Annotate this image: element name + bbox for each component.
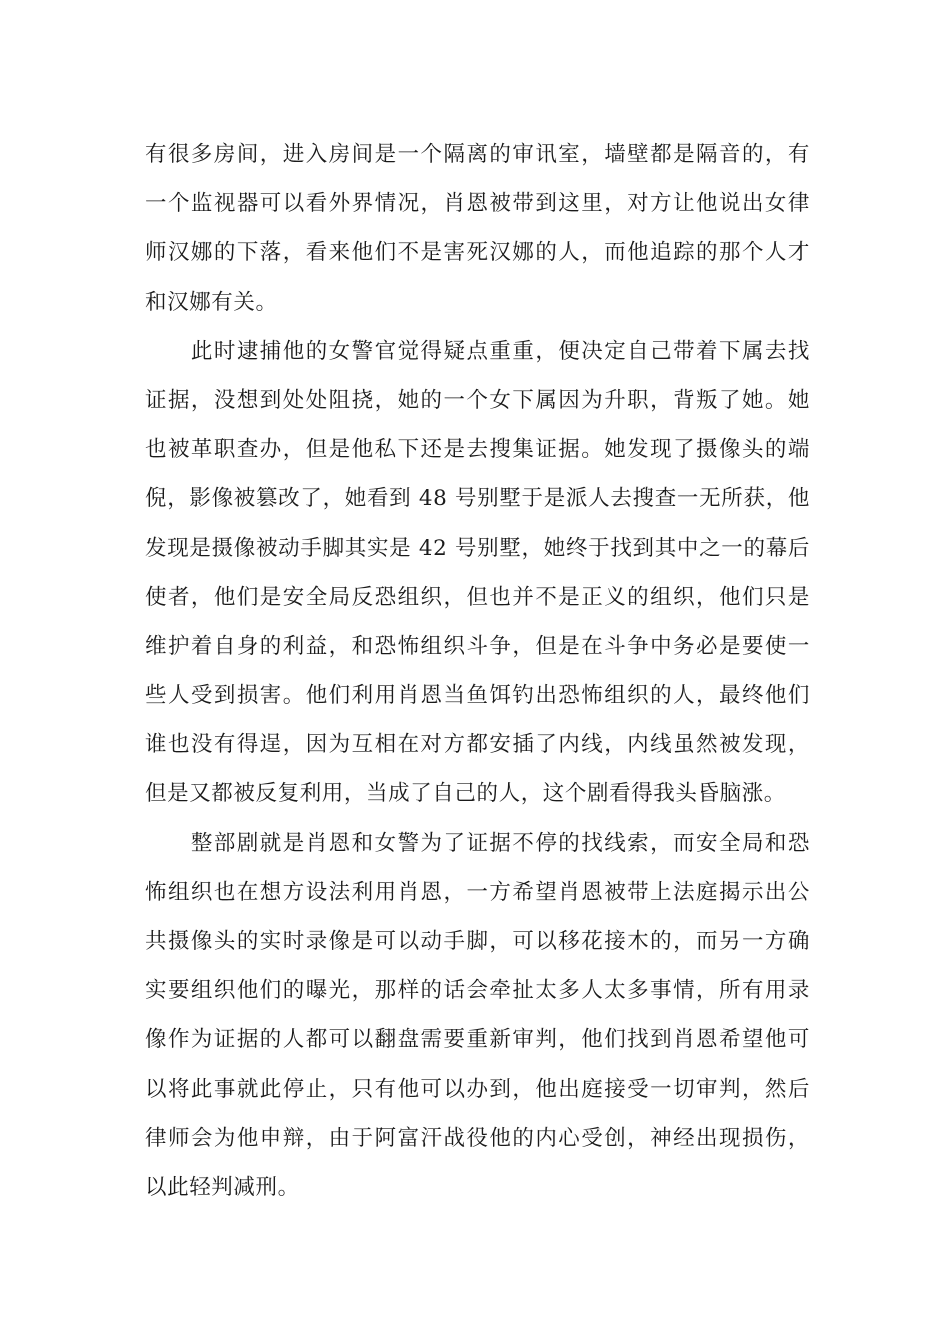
text-line: 共摄像头的实时录像是可以动手脚，可以移花接木的，而另一方确 (145, 929, 810, 954)
text-line: 但是又都被反复利用，当成了自己的人，这个剧看得我头昏脑涨。 (145, 781, 786, 807)
text-line: 整部剧就是肖恩和女警为了证据不停的找线索，而安全局和恐 (145, 830, 810, 856)
text-line: 谁也没有得逞，因为互相在对方都安插了内线，内线虽然被发现， (145, 732, 810, 758)
text-line: 师汉娜的下落，看来他们不是害死汉娜的人，而他追踪的那个人才 (145, 240, 810, 266)
text-line: 以将此事就此停止，只有他可以办到，他出庭接受一切审判，然后 (145, 1076, 810, 1102)
text-line: 证据，没想到处处阻挠，她的一个女下属因为升职，背叛了她。她 (145, 387, 810, 413)
text-line: 怖组织也在想方设法利用肖恩，一方希望肖恩被带上法庭揭示出公 (145, 879, 810, 905)
text-line: 一个监视器可以看外界情况，肖恩被带到这里，对方让他说出女律 (145, 191, 810, 217)
text-line: 些人受到损害。他们利用肖恩当鱼饵钓出恐怖组织的人，最终他们 (145, 683, 810, 709)
text-line: 和汉娜有关。 (145, 289, 278, 315)
text-line: 律师会为他申辩，由于阿富汗战役他的内心受创，神经出现损伤， (145, 1125, 810, 1151)
text-line: 倪，影像被篡改了，她看到 48 号别墅于是派人去搜查一无所获，他 (145, 486, 810, 512)
text-line: 实要组织他们的曝光，那样的话会牵扯太多人太多事情，所有用录 (145, 978, 810, 1004)
body-text (145, 130, 810, 1212)
text-line: 使者，他们是安全局反恐组织，但也并不是正义的组织，他们只是 (145, 584, 810, 610)
text-line: 维护着自身的利益，和恐怖组织斗争，但是在斗争中务必是要使一 (145, 633, 810, 659)
text-line: 此时逮捕他的女警官觉得疑点重重，便决定自己带着下属去找 (145, 338, 810, 364)
text-line: 像作为证据的人都可以翻盘需要重新审判，他们找到肖恩希望他可 (145, 1027, 810, 1053)
text-line: 发现是摄像被动手脚其实是 42 号别墅，她终于找到其中之一的幕后 (145, 535, 810, 561)
text-line: 有很多房间，进入房间是一个隔离的审讯室，墙壁都是隔音的，有 (145, 142, 810, 167)
text-line: 也被革职查办，但是他私下还是去搜集证据。她发现了摄像头的端 (145, 437, 810, 463)
text-line: 以此轻判减刑。 (145, 1174, 300, 1200)
